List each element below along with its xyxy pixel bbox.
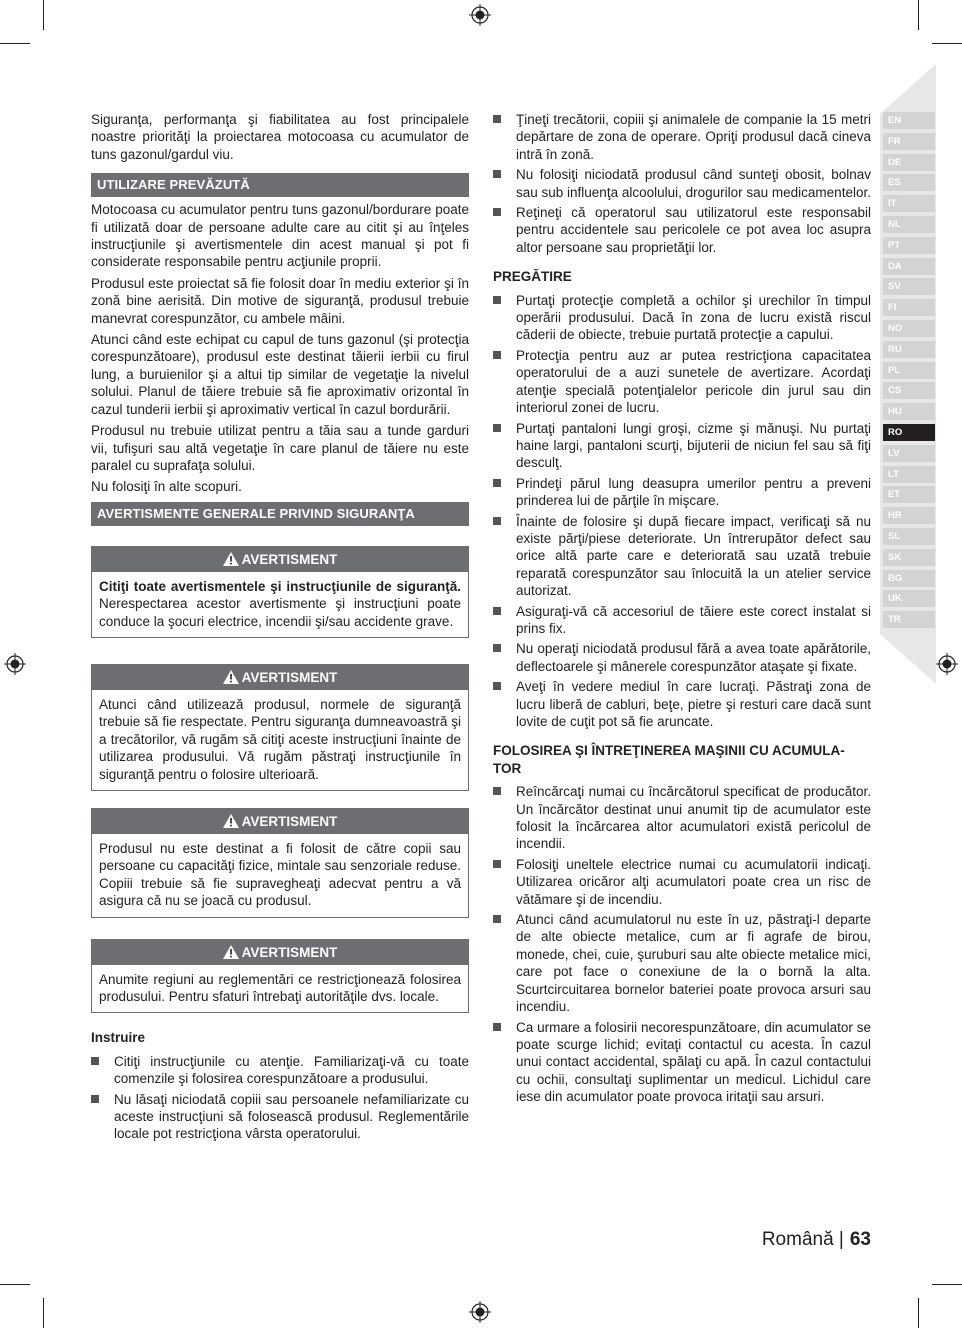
list-item: Purtaţi protecţie completă a ochilor şi urechilor în timpul operării produsului. Dacă în zona de lucru există riscul căderii de obiecte, trebuie purtată protecţie a capului. bbox=[493, 292, 871, 344]
bullet-icon bbox=[493, 517, 501, 525]
language-tab-lv[interactable]: LV bbox=[883, 445, 935, 462]
bullet-icon bbox=[493, 682, 501, 690]
warning-text: Anumite regiuni au reglementări ce restricţionează folosirea produsului. Pentru sfaturi întrebaţi autorităţile dvs. locale. bbox=[99, 971, 461, 1004]
bullet-icon bbox=[493, 351, 501, 359]
bullet-icon bbox=[493, 115, 501, 123]
warning-icon bbox=[223, 814, 239, 828]
bullet-icon bbox=[493, 860, 501, 868]
bullet-icon bbox=[493, 787, 501, 795]
language-tab-cs[interactable]: CS bbox=[883, 382, 935, 399]
warning-text bbox=[92, 572, 468, 637]
bullet-icon bbox=[493, 208, 501, 216]
safety-list bbox=[493, 111, 871, 256]
list-item: Ca urmare a folosirii necorespunzătoare, din acumulator se poate scurge lichid; evitaţi contactul cu acesta. În cazul unui contact accidental, spălaţi cu apă. În cazul contactului cu ochii, consultaţi suplimentar un medicul. Lichidul care iese din acumulator poate provoca iritaţii sau arsuri. bbox=[493, 1019, 871, 1106]
bullet-icon bbox=[493, 479, 501, 487]
warning-header bbox=[92, 547, 468, 572]
section-heading-safety-warnings: AVERTISMENTE GENERALE PRIVIND SIGURANŢA bbox=[91, 502, 469, 526]
section-heading-intended-use: UTILIZARE PREVĂZUTĂ bbox=[91, 173, 469, 197]
page-number: 63 bbox=[849, 1229, 871, 1250]
crop-mark bbox=[0, 43, 30, 44]
language-tab-es[interactable]: ES bbox=[883, 174, 935, 191]
warning-icon bbox=[223, 552, 239, 566]
language-tab-da[interactable]: DA bbox=[883, 258, 935, 275]
bullet-icon bbox=[493, 644, 501, 652]
page-footer bbox=[762, 1229, 871, 1251]
footer-language: Română | bbox=[761, 1229, 844, 1250]
list-item: Prindeţi părul lung deasupra umerilor pentru a preveni prinderea lui de părţile în mişcare. bbox=[493, 475, 871, 510]
list-item: Folosiţi uneltele electrice numai cu acumulatorii indicaţi. Utilizarea oricăror alţi acumulatori poate crea un risc de vătămare şi de incendiu. bbox=[493, 856, 871, 908]
warning-text: Produsul nu este destinat a fi folosit de către copii sau persoane cu capacităţi fizice, mintale sau senzoriale reduse. Copiii trebuie să fie supravegheaţi adecvat pentru a vă asigura că nu se joacă cu produsul. bbox=[99, 840, 461, 909]
preparation-list bbox=[493, 292, 871, 731]
subheading-battery-use: FOLOSIREA ŞI ÎNTREŢINEREA MAŞINII CU ACUMULA-TOR bbox=[493, 743, 845, 776]
list-item: Nu operaţi niciodată produsul fără a avea toate apărătorile, deflectoarele şi mânerele corespunzător ataşate şi fixate. bbox=[493, 640, 871, 675]
bullet-icon bbox=[493, 915, 501, 923]
warning-label: AVERTISMENT bbox=[241, 551, 338, 567]
language-tab-sl[interactable]: SL bbox=[883, 528, 935, 545]
warning-box bbox=[91, 808, 469, 918]
warning-label: AVERTISMENT bbox=[241, 813, 338, 829]
language-tab-bg[interactable]: BG bbox=[883, 570, 935, 587]
language-tab-fi[interactable]: FI bbox=[883, 299, 935, 316]
warning-label: AVERTISMENT bbox=[241, 944, 338, 960]
training-list bbox=[91, 1053, 469, 1143]
language-tab-fr[interactable]: FR bbox=[883, 133, 935, 150]
language-tab-hr[interactable]: HR bbox=[883, 507, 935, 524]
language-tab-lt[interactable]: LT bbox=[883, 466, 935, 483]
warning-box bbox=[91, 664, 469, 791]
language-tab-en[interactable]: EN bbox=[883, 112, 935, 129]
warning-icon bbox=[223, 945, 239, 959]
warning-icon bbox=[223, 670, 239, 684]
bullet-icon bbox=[493, 424, 501, 432]
language-tab-ro-active[interactable]: RO bbox=[883, 424, 935, 441]
paragraph: Produsul este proiectat să fie folosit doar în mediu exterior şi în zonă bine aerisită. Din motive de siguranţă, produsul trebuie manevrat corespunzător, cu ambele mâini. bbox=[91, 275, 469, 326]
bullet-icon bbox=[91, 1095, 99, 1103]
language-tab-nl[interactable]: NL bbox=[883, 216, 935, 233]
list-item: Înainte de folosire şi după fiecare impact, verificaţi să nu existe părţi/piese deteriorate. Un întrerupător defect sau orice altă parte care e deteriorată sau uzată trebuie reparată corespunzător sau înlocuită la un atelier service autorizat. bbox=[493, 513, 871, 600]
warning-label: AVERTISMENT bbox=[241, 669, 338, 685]
crop-mark bbox=[0, 1284, 30, 1285]
paragraph: Nu folosiţi în alte scopuri. bbox=[91, 479, 242, 495]
list-item: Asiguraţi-vă că accesoriul de tăiere este corect instalat si prins fix. bbox=[493, 603, 871, 638]
registration-mark-icon bbox=[469, 1301, 491, 1323]
language-tab-pt[interactable]: PT bbox=[883, 237, 935, 254]
language-tab-pl[interactable]: PL bbox=[883, 362, 935, 379]
list-item: Atunci când acumulatorul nu este în uz, păstraţi-l departe de alte obiecte metalice, cum ar fi agrafe de birou, monede, chei, cuie, şuruburi sau alte obiecte metalice mici, care pot face o conexiune de la o bornă la alta. Scurtcircuitarea bornelor bateriei poate provoca arsuri sau incendiu. bbox=[493, 911, 871, 1015]
subheading-preparation: PREGĂTIRE bbox=[493, 269, 572, 285]
crop-mark bbox=[932, 1284, 962, 1285]
list-item: Nu folosiţi niciodată produsul când sunteţi obosit, bolnav sau sub influenţa alcoolului, drogurilor sau medicamentelor. bbox=[493, 166, 871, 201]
warning-box bbox=[91, 546, 469, 638]
crop-mark bbox=[918, 0, 919, 30]
language-tab-sk[interactable]: SK bbox=[883, 549, 935, 566]
warning-header bbox=[92, 940, 468, 965]
list-item: Purtaţi pantaloni lungi groşi, cizme şi mănuşi. Nu purtaţi haine largi, pantaloni scurţi, bijuterii de niciun fel sau să fiţi desculţ. bbox=[493, 420, 871, 472]
bullet-icon bbox=[493, 607, 501, 615]
warning-text: Atunci când utilizează produsul, normele de siguranţă trebuie să fie respectate. Pentru siguranţa dumneavoastră şi a trecătorilor, vă rugăm să citiţi aceste instrucţiuni înainte de utilizarea produsului. Vă rugăm păstraţi instrucţiunile în siguranţă pentru o folosire ulterioară. bbox=[99, 696, 461, 782]
registration-mark-icon bbox=[469, 4, 491, 26]
crop-mark bbox=[932, 43, 962, 44]
list-item: Nu lăsaţi niciodată copiii sau persoanele nefamiliarizate cu aceste instrucţiuni să folosească produsul. Reglementările locale pot restricţiona vârsta operatorului. bbox=[91, 1091, 469, 1143]
battery-list bbox=[493, 783, 871, 1105]
registration-mark-icon bbox=[936, 653, 958, 675]
left-column bbox=[91, 111, 469, 1146]
list-item: Ţineţi trecătorii, copiii şi animalele de companie la 15 metri depărtare de zona de operare. Opriţi produsul dacă cineva intră în zonă. bbox=[493, 111, 871, 163]
warning-header bbox=[92, 665, 468, 690]
list-item: Citiţi instrucţiunile cu atenţie. Familiarizaţi-vă cu toate comenzile şi folosirea corespunzătoare a produsului. bbox=[91, 1053, 469, 1088]
paragraph: Motocoasa cu acumulator pentru tuns gazonul/bordurare poate fi utilizată doar de persoane adulte care au citit şi au înţeles instrucţiunile şi avertismentele din acest manual şi pot fi considerate responsabile pentru acţiunile proprii. bbox=[91, 202, 469, 270]
language-tab-tr[interactable]: TR bbox=[883, 611, 935, 628]
crop-mark bbox=[43, 0, 44, 30]
paragraph: Produsul nu trebuie utilizat pentru a tăia sau a tunde garduri vii, tufişuri sau altă vegetaţie în care planul de tăiere nu este paralel cu suprafaţa solului. bbox=[91, 423, 469, 473]
warning-box bbox=[91, 939, 469, 1014]
registration-mark-icon bbox=[4, 653, 26, 675]
language-tab-it[interactable]: IT bbox=[883, 195, 935, 212]
language-tab-no[interactable]: NO bbox=[883, 320, 935, 337]
warning-header bbox=[92, 809, 468, 834]
crop-mark bbox=[43, 1298, 44, 1328]
language-tab-et[interactable]: ET bbox=[883, 486, 935, 503]
paragraph: Atunci când este echipat cu capul de tuns gazonul (şi protecţia corespunzătoare), produsul este destinat tăierii ierbii cu firul lung, a buruienilor şi a altui tip similar de vegetaţie la nivelul solului. Planul de tăiere trebuie să fie aproximativ orizontal în cazul tunderii ierbii şi aproximativ vertical în cazul bordurării. bbox=[91, 332, 469, 417]
language-tab-ru[interactable]: RU bbox=[883, 341, 935, 358]
warning-bold-text: Citiţi toate avertismentele şi instrucţiunile de siguranţă. bbox=[99, 578, 461, 594]
warning-rest-text: Nerespectarea acestor avertismente şi instrucţiuni poate conduce la şocuri electrice, incendii şi/sau accidente grave. bbox=[99, 596, 461, 629]
list-item: Aveţi în vedere mediul în care lucraţi. Păstraţi zona de lucru liberă de cabluri, beţe, pietre şi resturi care dacă sunt lovite de cuţit pot să fie aruncate. bbox=[493, 678, 871, 730]
bullet-icon bbox=[493, 1023, 501, 1031]
bullet-icon bbox=[493, 170, 501, 178]
right-column bbox=[493, 111, 871, 1109]
language-tab-de[interactable]: DE bbox=[883, 154, 935, 171]
list-item: Reţineţi că operatorul sau utilizatorul este responsabil pentru accidentele sau pericolele ce pot avea loc asupra altor persoane sau proprietăţii lor. bbox=[493, 204, 871, 256]
list-item: Protecţia pentru auz ar putea restricţiona capacitatea operatorului de a auzi sunetele de avertizare. Acordaţi atenţie specială potenţialelor pericole din jurul sau din interiorul zonei de lucru. bbox=[493, 347, 871, 417]
language-tab-sv[interactable]: SV bbox=[883, 278, 935, 295]
list-item: Reîncărcaţi numai cu încărcătorul specificat de producător. Un încărcător destinat unui anumit tip de acumulator este folosit la încărcarea altor acumulatori există pericolul de incendii. bbox=[493, 783, 871, 853]
language-tab-hu[interactable]: HU bbox=[883, 403, 935, 420]
bullet-icon bbox=[493, 296, 501, 304]
subheading-training: Instruire bbox=[91, 1030, 146, 1046]
intro-paragraph: Siguranţa, performanţa şi fiabilitatea au fost principalele noastre priorităţi la proiectarea motocoasa cu acumulator de tuns gazonul/gardul viu. bbox=[91, 112, 469, 162]
language-index bbox=[883, 112, 935, 632]
bullet-icon bbox=[91, 1057, 99, 1065]
language-tab-uk[interactable]: UK bbox=[883, 590, 935, 607]
crop-mark bbox=[918, 1298, 919, 1328]
